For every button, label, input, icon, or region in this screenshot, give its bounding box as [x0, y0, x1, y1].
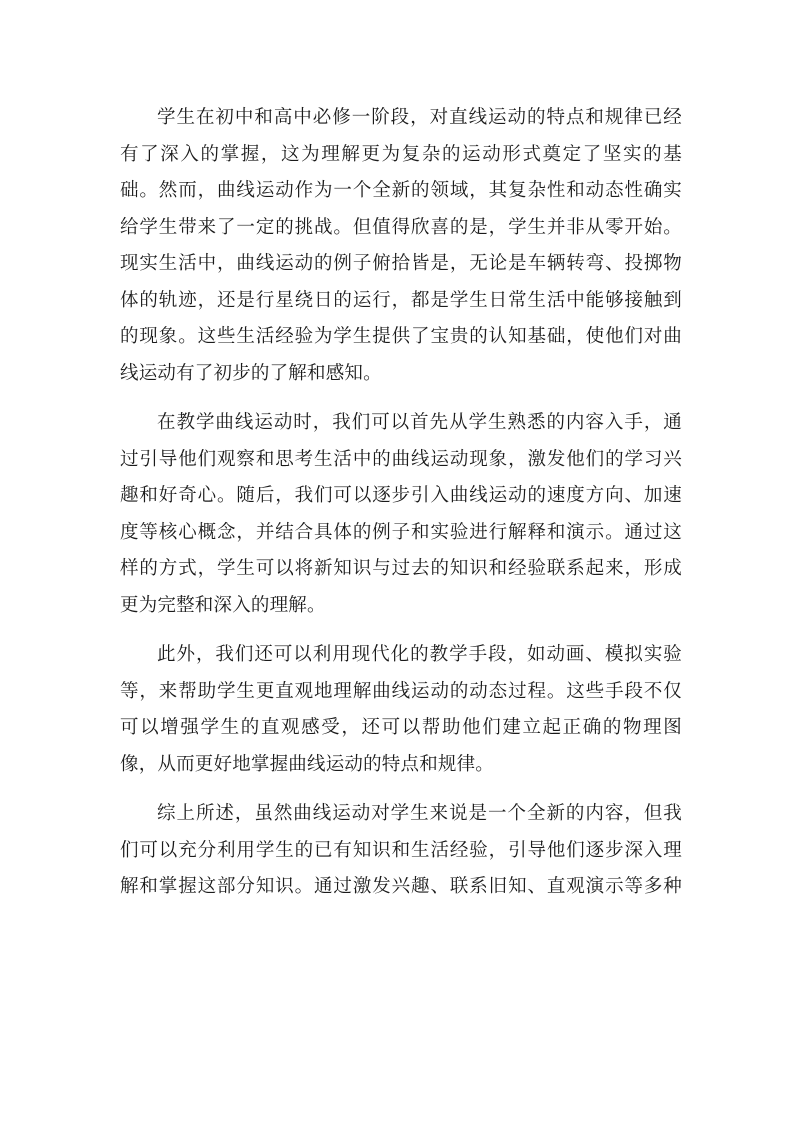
paragraph-line: 线运动有了初步的了解和感知。: [120, 362, 382, 384]
paragraph-line: 学生在初中和高中必修一阶段，对直线运动的特点和规律已经: [157, 107, 682, 128]
paragraph-4: [120, 796, 682, 906]
paragraph-line: 础。然而，曲线运动作为一个全新的领域，其复杂性和动态性确实: [120, 180, 682, 201]
paragraph-line: 像，从而更好地掌握曲线运动的特点和规律。: [120, 753, 495, 775]
paragraph-line: 样的方式，学生可以将新知识与过去的知识和经验联系起来，形成: [120, 558, 682, 579]
paragraph-line: 可以增强学生的直观感受，还可以帮助他们建立起正确的物理图: [120, 717, 682, 738]
paragraph-line: 度等核心概念，并结合具体的例子和实验进行解释和演示。通过这: [120, 521, 682, 543]
paragraph-line: 的现象。这些生活经验为学生提供了宝贵的认知基础，使他们对曲: [120, 326, 682, 347]
paragraph-2: [120, 405, 682, 624]
paragraph-line: 过引导他们观察和思考生活中的曲线运动现象，激发他们的学习兴: [120, 448, 682, 470]
paragraph-line: 们可以充分利用学生的已有知识和生活经验，引导他们逐步深入理: [120, 839, 682, 861]
paragraph-line: 在教学曲线运动时，我们可以首先从学生熟悉的内容入手，通: [157, 412, 682, 433]
paragraph-line: 现实生活中，曲线运动的例子俯拾皆是，无论是车辆转弯、投掷物: [120, 253, 682, 274]
paragraph-line: 解和掌握这部分知识。通过激发兴趣、联系旧知、直观演示等多种: [120, 876, 682, 897]
paragraph-line: 体的轨迹，还是行星绕日的运行，都是学生日常生活中能够接触到: [120, 289, 682, 311]
paragraph-line: 有了深入的掌握，这为理解更为复杂的运动形式奠定了坚实的基: [120, 143, 682, 165]
paragraph-3: [120, 637, 682, 783]
paragraph-line: 给学生带来了一定的挑战。但值得欣喜的是，学生并非从零开始。: [120, 216, 682, 238]
paragraph-1: [120, 100, 682, 392]
paragraph-line: 等，来帮助学生更直观地理解曲线运动的动态过程。这些手段不仅: [120, 680, 682, 702]
document-body: [120, 100, 682, 919]
paragraph-line: 趣和好奇心。随后，我们可以逐步引入曲线运动的速度方向、加速: [120, 485, 682, 506]
paragraph-line: 此外，我们还可以利用现代化的教学手段，如动画、模拟实验: [157, 644, 682, 665]
paragraph-line: 综上所述，虽然曲线运动对学生来说是一个全新的内容，但我: [157, 803, 682, 824]
paragraph-line: 更为完整和深入的理解。: [120, 594, 326, 616]
